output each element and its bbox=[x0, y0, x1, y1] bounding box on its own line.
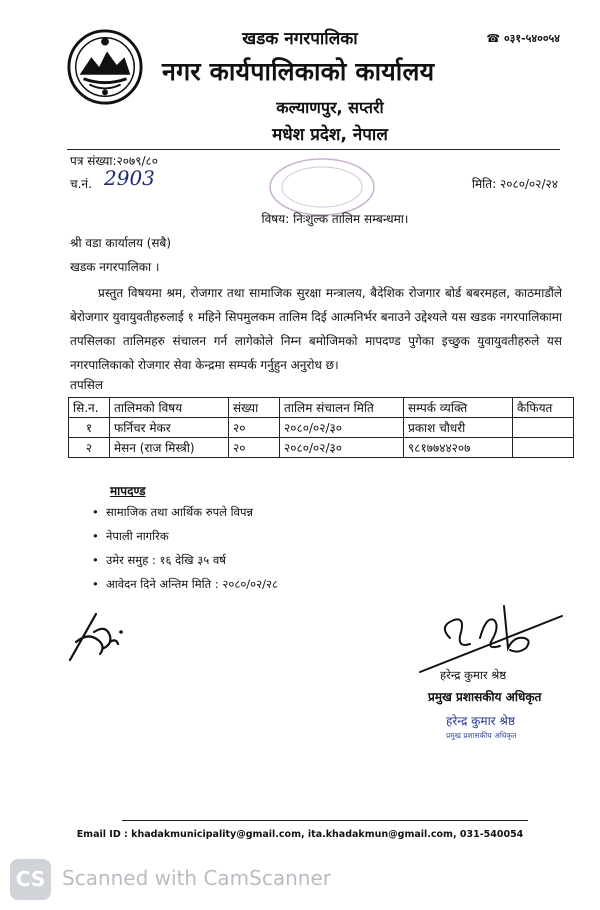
camscanner-watermark: Scanned with CamScanner bbox=[62, 866, 331, 890]
table-cell: फर्निचर मेकर bbox=[110, 418, 229, 438]
table-header: कैफियत bbox=[513, 398, 574, 418]
table-cell: ९८१७७४४२०७ bbox=[404, 438, 513, 458]
table-cell: २० bbox=[229, 418, 280, 438]
table-cell bbox=[513, 438, 574, 458]
bullet-icon: • bbox=[92, 529, 99, 543]
bullet-icon: • bbox=[92, 577, 99, 591]
table-header-row bbox=[69, 398, 574, 418]
footer-divider bbox=[122, 820, 528, 821]
criteria-text: नेपाली नागरिक bbox=[106, 529, 169, 543]
table-header: संख्या bbox=[229, 398, 280, 418]
camscanner-logo-text: CS bbox=[15, 867, 46, 891]
signatory-name: हरेन्द्र कुमार श्रेष्ठ bbox=[440, 668, 507, 682]
office-province: मधेश प्रदेश, नेपाल bbox=[272, 125, 388, 145]
letter-date: मिति: २०८०/०२/२४ bbox=[471, 177, 558, 191]
addressee-line-1: श्री वडा कार्यालय (सबै) bbox=[70, 236, 172, 250]
table-header: सि.न. bbox=[69, 398, 110, 418]
table-cell bbox=[513, 418, 574, 438]
table-cell: प्रकाश चौधरी bbox=[404, 418, 513, 438]
municipality-name: खडक नगरपालिका bbox=[242, 29, 358, 49]
addressee-line-2: खडक नगरपालिका । bbox=[70, 260, 160, 274]
table-header: तालिमको विषय bbox=[110, 398, 229, 418]
table-cell: २० bbox=[229, 438, 280, 458]
criteria-title: मापदण्ड bbox=[110, 484, 146, 498]
footer-email: Email ID : khadakmunicipality@gmail.com, ita.khadakmun@gmail.com, 031-540054 bbox=[76, 829, 524, 840]
list-item bbox=[92, 524, 278, 548]
office-place: कल्याणपुर, सप्तरी bbox=[276, 98, 384, 117]
table-cell: २०८०/०२/३० bbox=[280, 438, 404, 458]
table-header: सम्पर्क व्यक्ति bbox=[404, 398, 513, 418]
initials-signature-icon bbox=[66, 602, 128, 666]
bullet-icon: • bbox=[92, 553, 99, 567]
table-header: तालिम संचालन मिति bbox=[280, 398, 404, 418]
list-item bbox=[92, 572, 278, 596]
criteria-list bbox=[92, 500, 278, 596]
letter-body: प्रस्तुत विषयमा श्रम, रोजगार तथा सामाजिक सुरक्षा मन्त्रालय, बैदेशिक रोजगार बोर्ड बबरमहल, काठमाडौंले बेरोजगार युवायुवतीहरुलाई १ महिने सिपमुलकम तालिम दिई आत्मनिर्भर बनाउने उद्देश्यले यस खडक नगरपालिकामा तपसिलका तालिमहरु संचालन गर्न लागेकोले निम्न बमोजिमको मापदण्ड पुगेका इच्छुक युवायुवतीहरुले यस नगरपालिकाको रोजगार सेवा केन्द्रमा सम्पर्क गर्नुहुन अनुरोध छ। bbox=[70, 286, 562, 372]
criteria-text: उमेर समुह : १६ देखि ३५ वर्ष bbox=[106, 553, 226, 567]
table-row bbox=[69, 438, 574, 458]
criteria-text: आवेदन दिने अन्तिम मिति : २०८०/०२/२८ bbox=[106, 577, 278, 591]
bullet-icon: • bbox=[92, 505, 99, 519]
list-item bbox=[92, 500, 278, 524]
tapsil-label: तपसिल bbox=[70, 378, 104, 392]
table-row bbox=[69, 418, 574, 438]
patra-sankhya: पत्र संख्या:२०७९/८० bbox=[70, 154, 158, 168]
criteria-text: सामाजिक तथा आर्थिक रुपले विपन्न bbox=[106, 505, 254, 519]
table-cell: २ bbox=[69, 438, 110, 458]
list-item bbox=[92, 548, 278, 572]
chalani-label: च.नं. bbox=[70, 177, 92, 191]
table-cell: २०८०/०२/३० bbox=[280, 418, 404, 438]
signatory-title: प्रमुख प्रशासकीय अधिकृत bbox=[428, 690, 542, 704]
phone-number: ☎ ०३१-५४००५४ bbox=[486, 32, 560, 45]
table-cell: मेसन (राज मिस्त्री) bbox=[110, 438, 229, 458]
stamp-name: हरेन्द्र कुमार श्रेष्ठ bbox=[446, 714, 515, 728]
letter-subject: विषय: निःशुल्क तालिम सम्बन्धमा। bbox=[261, 212, 409, 226]
office-name: नगर कार्यपालिकाको कार्यालय bbox=[162, 57, 435, 86]
header-divider bbox=[67, 149, 560, 150]
training-table bbox=[68, 397, 574, 458]
chalani-number: 2903 bbox=[104, 166, 155, 190]
table-cell: १ bbox=[69, 418, 110, 438]
stamp-title: प्रमुख प्रशासकीय अधिकृत bbox=[446, 731, 517, 740]
